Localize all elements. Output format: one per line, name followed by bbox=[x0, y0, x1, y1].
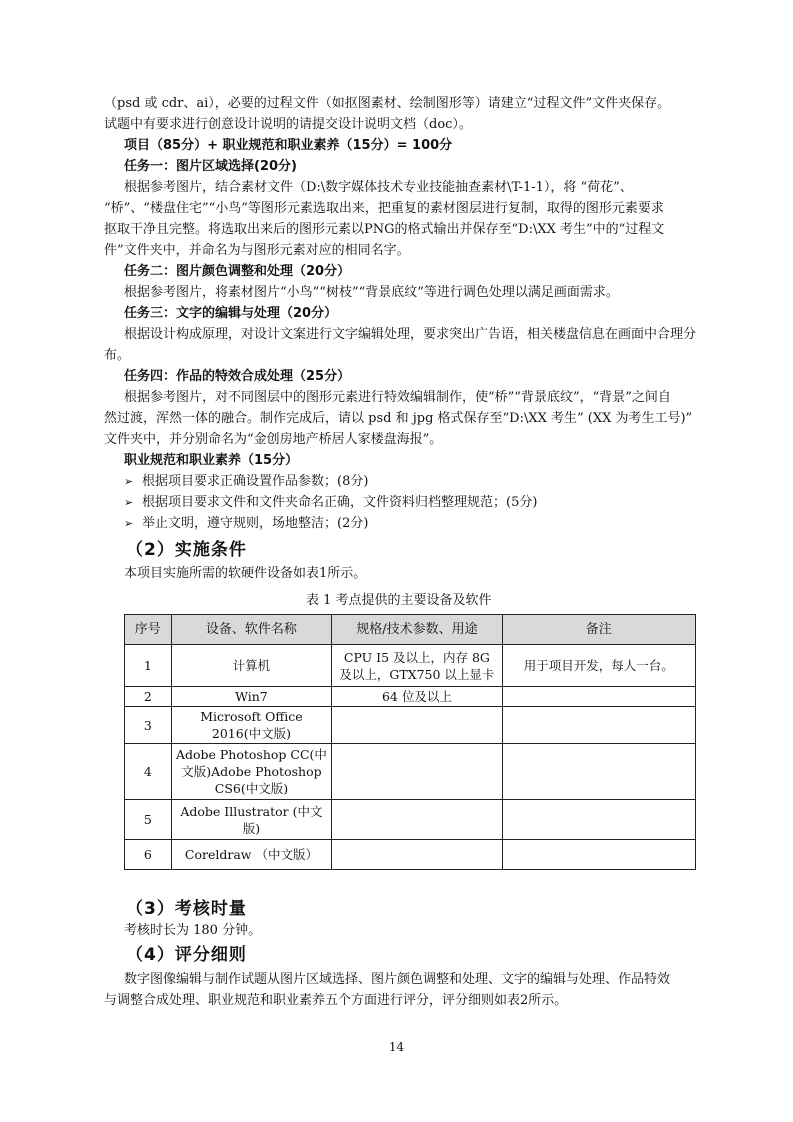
table-cell bbox=[502, 840, 695, 870]
table-cell: 3 bbox=[125, 707, 172, 744]
table-row bbox=[125, 840, 696, 870]
task-3-title: 任务三：文字的编辑与处理（20分） bbox=[124, 306, 338, 321]
equipment-table bbox=[124, 614, 696, 870]
task-1-line-2: “桥”、“楼盘住宅”“小鸟”等图形元素选取出来，把重复的素材图层进行复制，取得的图形元素要求 bbox=[104, 201, 664, 216]
task-1-line-1: 根据参考图片，结合素材文件（D:\数字媒体技术专业技能抽查素材\T-1-1），将 “荷花”、 bbox=[124, 180, 633, 195]
table-cell: Coreldraw （中文版） bbox=[171, 840, 332, 870]
section-2-intro: 本项目实施所需的软硬件设备如表1所示。 bbox=[124, 566, 367, 581]
table-cell bbox=[332, 744, 502, 800]
table-cell bbox=[332, 840, 502, 870]
table-header: 设备、软件名称 bbox=[171, 615, 332, 645]
table-row bbox=[125, 800, 696, 840]
task-4-line-1: 根据参考图片，对不同图层中的图形元素进行特效编辑制作，使“桥”“背景底纹”，“背景”之间自 bbox=[124, 390, 671, 405]
task-4-line-3: 文件夹中，并分别命名为“金创房地产桥居人家楼盘海报”。 bbox=[104, 432, 443, 447]
table-cell: Microsoft Office 2016(中文版) bbox=[171, 707, 332, 744]
table-cell: 2 bbox=[125, 687, 172, 707]
section-2-heading: （2）实施条件 bbox=[126, 540, 247, 560]
task-1-line-3: 抠取干净且完整。将选取出来后的图形元素以PNG的格式输出并保存至“D:\XX 考生”中的“过程文 bbox=[104, 222, 665, 237]
arrow-bullet-icon: ➢ bbox=[124, 517, 134, 530]
table-cell bbox=[502, 800, 695, 840]
table-cell bbox=[502, 687, 695, 707]
task-3-line-2: 布。 bbox=[104, 348, 131, 363]
task-2-line-1: 根据参考图片，将素材图片“小鸟”“树枝”“背景底纹”等进行调色处理以满足画面需求。 bbox=[124, 285, 619, 300]
intro-line-2: 试题中有要求进行创意设计说明的请提交设计说明文档（doc）。 bbox=[104, 117, 472, 132]
table-header-row bbox=[125, 615, 696, 645]
task-2-title: 任务二：图片颜色调整和处理（20分） bbox=[124, 264, 351, 279]
table-cell: 4 bbox=[125, 744, 172, 800]
table-header: 规格/技术参数、用途 bbox=[332, 615, 502, 645]
table-row bbox=[125, 707, 696, 744]
table-cell: Win7 bbox=[171, 687, 332, 707]
table-cell: 6 bbox=[125, 840, 172, 870]
table-cell bbox=[332, 707, 502, 744]
task-1-line-4: 件”文件夹中，并命名为与图形元素对应的相同名字。 bbox=[104, 243, 410, 258]
table-cell bbox=[502, 707, 695, 744]
professional-bullet-3: ➢ 举止文明，遵守规则，场地整洁；(2分) bbox=[124, 514, 368, 534]
arrow-bullet-icon: ➢ bbox=[124, 496, 134, 509]
table-row bbox=[125, 744, 696, 800]
project-heading: 项目（85分）+ 职业规范和职业素养（15分）= 100分 bbox=[124, 138, 453, 153]
task-4-line-2: 然过渡，浑然一体的融合。制作完成后，请以 psd 和 jpg 格式保存至“D:\XX 考生” (XX 为考生工号)” bbox=[104, 411, 693, 426]
table-cell: CPU I5 及以上，内存 8G 及以上，GTX750 以上显卡 bbox=[332, 645, 502, 687]
professional-bullet-1: ➢ 根据项目要求正确设置作品参数；(8分) bbox=[124, 472, 368, 492]
table-cell: 1 bbox=[125, 645, 172, 687]
table-row bbox=[125, 645, 696, 687]
table-header: 序号 bbox=[125, 615, 172, 645]
intro-line-1: （psd 或 cdr、ai），必要的过程文件（如抠图素材、绘制图形等）请建立“过程文件”文件夹保存。 bbox=[104, 96, 671, 111]
section-3-text: 考核时长为 180 分钟。 bbox=[124, 923, 262, 938]
table-cell bbox=[332, 800, 502, 840]
table-cell: 5 bbox=[125, 800, 172, 840]
professional-title: 职业规范和职业素养（15分） bbox=[124, 453, 299, 468]
task-3-line-1: 根据设计构成原理，对设计文案进行文字编辑处理，要求突出广告语，相关楼盘信息在画面中合理分 bbox=[124, 327, 697, 342]
arrow-bullet-icon: ➢ bbox=[124, 475, 134, 488]
table-cell: Adobe Photoshop CC(中文版)Adobe Photoshop CS6(中文版) bbox=[171, 744, 332, 800]
professional-bullet-2: ➢ 根据项目要求文件和文件夹命名正确，文件资料归档整理规范；(5分) bbox=[124, 493, 537, 513]
task-4-title: 任务四：作品的特效合成处理（25分） bbox=[124, 369, 351, 384]
table-cell bbox=[502, 744, 695, 800]
table-caption: 表 1 考点提供的主要设备及软件 bbox=[306, 593, 492, 608]
section-3-heading: （3）考核时量 bbox=[126, 899, 247, 919]
section-4-line-1: 数字图像编辑与制作试题从图片区域选择、图片颜色调整和处理、文字的编辑与处理、作品特效 bbox=[124, 972, 671, 987]
table-cell: 用于项目开发，每人一台。 bbox=[502, 645, 695, 687]
task-1-title: 任务一：图片区域选择(20分) bbox=[124, 159, 297, 174]
section-4-heading: （4）评分细则 bbox=[126, 945, 247, 965]
section-4-line-2: 与调整合成处理、职业规范和职业素养五个方面进行评分，评分细则如表2所示。 bbox=[104, 993, 568, 1008]
table-cell: 计算机 bbox=[171, 645, 332, 687]
table-row bbox=[125, 687, 696, 707]
table-cell: Adobe Illustrator (中文版) bbox=[171, 800, 332, 840]
table-cell: 64 位及以上 bbox=[332, 687, 502, 707]
table-header: 备注 bbox=[502, 615, 695, 645]
page-number: 14 bbox=[388, 1040, 405, 1054]
